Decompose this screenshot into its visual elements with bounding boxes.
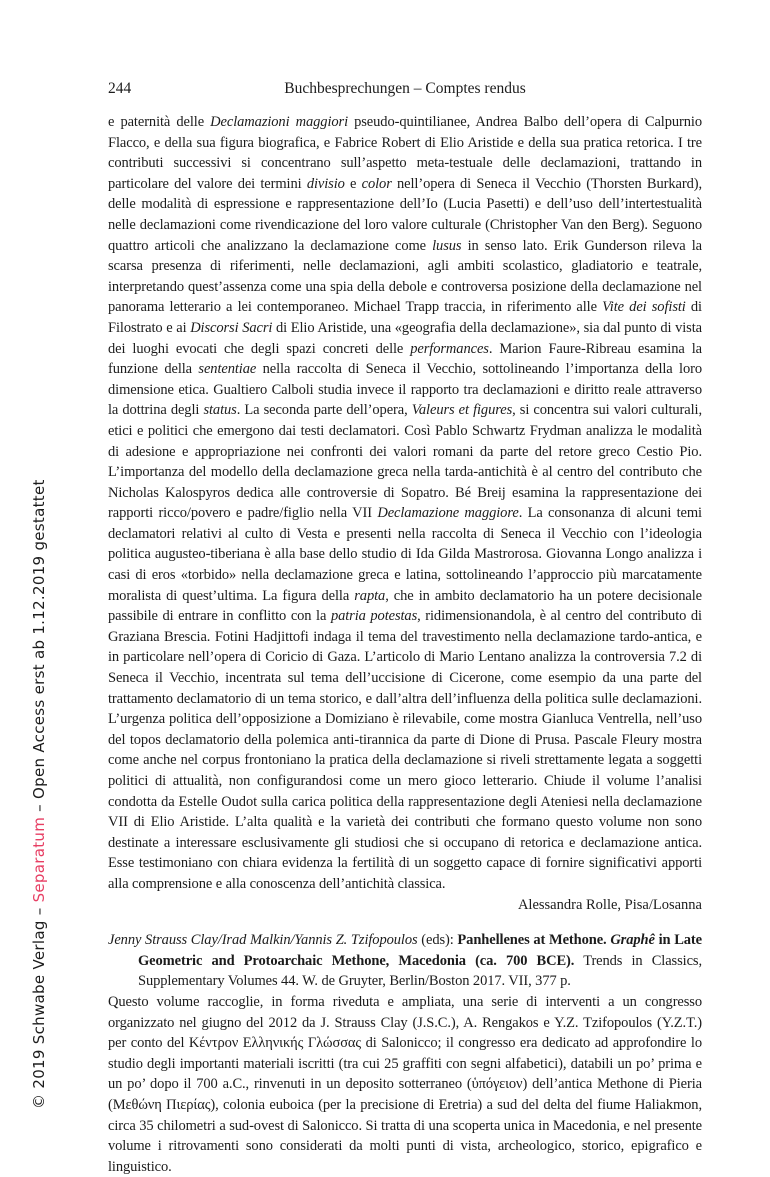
text-segment: pseudo-quintilianee, Andrea Balbo dell’opera di Calpurnio Flacco, e della sua figura biografica, e Fabrice Robert di Elio Aristide e della sua pratica retorica. I tre contributi successivi si concentrano sull’aspetto meta-testuale delle declamazioni, trattando in particolare del valore dei termini — [108, 114, 702, 192]
text-segment: . Marion Faure-Ribreau esamina la funzione della — [108, 340, 702, 378]
text-segment-i: Declamazione maggiore — [377, 505, 519, 522]
text-segment: – Open Access erst ab 1.12.2019 gestattet — [30, 479, 48, 817]
text-segment: . La seconda parte dell’opera, — [236, 402, 412, 419]
text-segment: (eds): — [417, 932, 458, 949]
text-segment-i: rapta — [354, 587, 386, 604]
page-header — [108, 80, 702, 100]
page-content — [108, 80, 702, 1177]
text-segment: , si concentra sui valori culturali, etici e politici che emergono dai testi declamatori. Così Pablo Schwartz Frydman analizza le modalità di adesione e appropriazione nei confronti dei valori romani da parte del retore greco Cestio Pio. L’importanza del modello della declamazione greca nella tarda-antichità è al centro del contributo che Nicholas Kalospyros dedica alle controversie di Sopatro. Bé Breij esamina la rappresentazione dei rapporti ricco/povero e padre/figlio nella VII — [108, 402, 703, 522]
text-segment-i: Declamazioni maggiori — [210, 114, 348, 130]
text-segment: e — [344, 175, 362, 192]
text-segment-b: Panhellenes at Methone. — [457, 932, 611, 949]
text-segment: , ridimensionandola, è al centro del contributo di Graziana Brescia. Fotini Hadjittofi indaga il tema del travestimento nella declamazione tardo-antica, e in particolare nell’opera di Coricio di Gaza. L’articolo di Mario Lentano analizza la controversia 7.2 di Seneca il Vecchio, incentrata sul tema dell’uccisione di Cicerone, come esempio da una parte del trattamento declamatorio di un tema storico, e dall’altra dell’influenza della politica sulle declamazioni. L’urgenza politica dell’opposizione a Domiziano è rilevabile, come mostra Gianluca Ventrella, nell’uso del topos declamatorio della polemica anti-tirannica da parte di Dione di Prusa. Pascale Fleury mostra come anche nel corpus frontoniano la pratica della declamazione si riveli strettamente legata a soggetti politici di attualità, non configurandosi come un mero gioco letterario. Chiude il volume l’analisi condotta da Estelle Oudot sulla carica politica della rappresentazione degli Ateniesi nella declamazione VII di Elio Aristide. L’alta qualità e la varietà dei contributi che formano questo volume non sono destinate a interessare esclusivamente gli studiosi che si occupano di retorica e declamazione antica. Esse testimoniano con chiara evidenza la fertilità di un soggetto capace di fornire significativi apporti alla comprensione e alla conoscenza dell’antichità classica. — [108, 608, 702, 892]
text-segment-i: Jenny Strauss Clay/Irad Malkin/Yannis Z. Tzifopoulos — [108, 932, 418, 949]
copyright-imprint-text — [30, 479, 48, 1109]
text-segment: di Filostrato e ai — [108, 299, 702, 336]
page-number: 244 — [108, 80, 132, 97]
text-segment: in senso lato. Erik Gunderson rileva la scarsa presenza di riferimenti, nelle declamazioni, agli ambiti scolastico, gladiatorio e teatrale, interpretando quest’assenza come una spia della debole e controversa posizione della declamazione nel panorama letterario a lei contemporaneo. Michael Trapp traccia, in riferimento alle — [108, 237, 702, 316]
text-segment-i: Valeurs et figures — [411, 402, 513, 419]
text-segment-i: patria potestas — [330, 608, 418, 625]
text-segment-i: lusus — [432, 237, 462, 254]
reviewer-signature: Alessandra Rolle, Pisa/Losanna — [517, 896, 702, 913]
text-segment: , che in ambito declamatorio ha un potere decisionale passibile di entrare in conflitto con la — [108, 587, 702, 625]
text-segment-i: Vite dei sofisti — [602, 299, 686, 316]
text-segment: nella raccolta di Seneca il Vecchio, sottolineando l’importanza della loro dimensione etica. Gualtiero Calboli studia invece il rapporto tra declamazioni e diritto reale attraverso la dottrina degli — [108, 361, 702, 419]
text-segment-b: in Late Geometric and Protoarchaic Methone, Macedonia (ca. 700 BCE). — [138, 932, 702, 969]
text-segment: e paternità delle — [108, 114, 211, 130]
text-segment: Trends in Classics, Supplementary Volumes 44. W. de Gruyter, Berlin/Boston 2017. VII, 377 p. — [138, 952, 702, 990]
review-body — [108, 992, 702, 1177]
text-segment-bi: Graphê — [610, 932, 655, 949]
review-body-continuation — [108, 112, 702, 895]
text-segment: © 2019 Schwabe Verlag – — [30, 902, 48, 1109]
text-segment-i: divisio — [306, 175, 345, 192]
text-segment-i: performances — [410, 340, 489, 357]
text-segment: nell’opera di Seneca il Vecchio (Thorsten Burkard), delle modalità di espressione e rappresentazione dell’Io (Lucia Pasetti) e dell’uso dell’intertestualità nelle declamazioni come rivendicazione del loro valore culturale (Christopher Van den Berg). Seguono quattro articoli che analizzano la declamazione come — [108, 175, 702, 254]
text-segment-i: status — [203, 402, 237, 419]
text-segment-i: color — [361, 175, 392, 192]
text-segment-red: Separatum — [30, 816, 48, 903]
running-title: Buchbesprechungen – Comptes rendus — [284, 80, 526, 97]
text-segment: Questo volume raccoglie, in forma riveduta e ampliata, una serie di interventi a un congresso organizzato nel giugno del 2012 da J. Strauss Clay (J.S.C.), A. Rengakos e Y.Z. Tzifopoulos (Y.Z.T.) per conto del Κέντρον Ελληνικής Γλώσσας di Salonicco; il congresso era dedicato ad approfondire lo studio degli importanti materiali iscritti (tra cui 25 graffiti con segni alfabetici), databili un po’ prima e un po’ dopo il 700 a.C., rinvenuti in un deposito sotterraneo (ὑπόγειον) dell’antica Methone di Pieria (Μεθώνη Πιερίας), colonia euboica (per la precisione di Eretria) a sud del delta del fiume Haliakmon, circa 35 chilometri a sud-ovest di Salonicco. Si tratta di una scoperta unica in Macedonia, e nel presente volume i ritrovamenti sono considerati da molti punti di vista, archeologico, storico, epigrafico e linguistico. — [108, 993, 702, 1175]
book-reference-heading — [108, 930, 702, 992]
text-segment-i: Discorsi Sacri — [190, 319, 273, 336]
text-segment-i: sententiae — [198, 361, 257, 378]
text-segment: di Elio Aristide, una «geografia della declamazione», sia dal punto di vista dei luoghi evocati che degli spazi concreti delle — [108, 319, 702, 357]
text-segment: . La consonanza di alcuni temi declamatori relativi al culto di Vesta e presenti nella raccolta di Seneca il Vecchio con l’ideologia politica augusteo-tiberiana è alla base dello studio di Ida Gilda Mastrorosa. Giovanna Longo analizza i casi di eros «torbido» nella declamazione greca e latina, sottolineando l’approccio più marcatamente moralista di quest’ultima. La figura della — [108, 505, 702, 604]
